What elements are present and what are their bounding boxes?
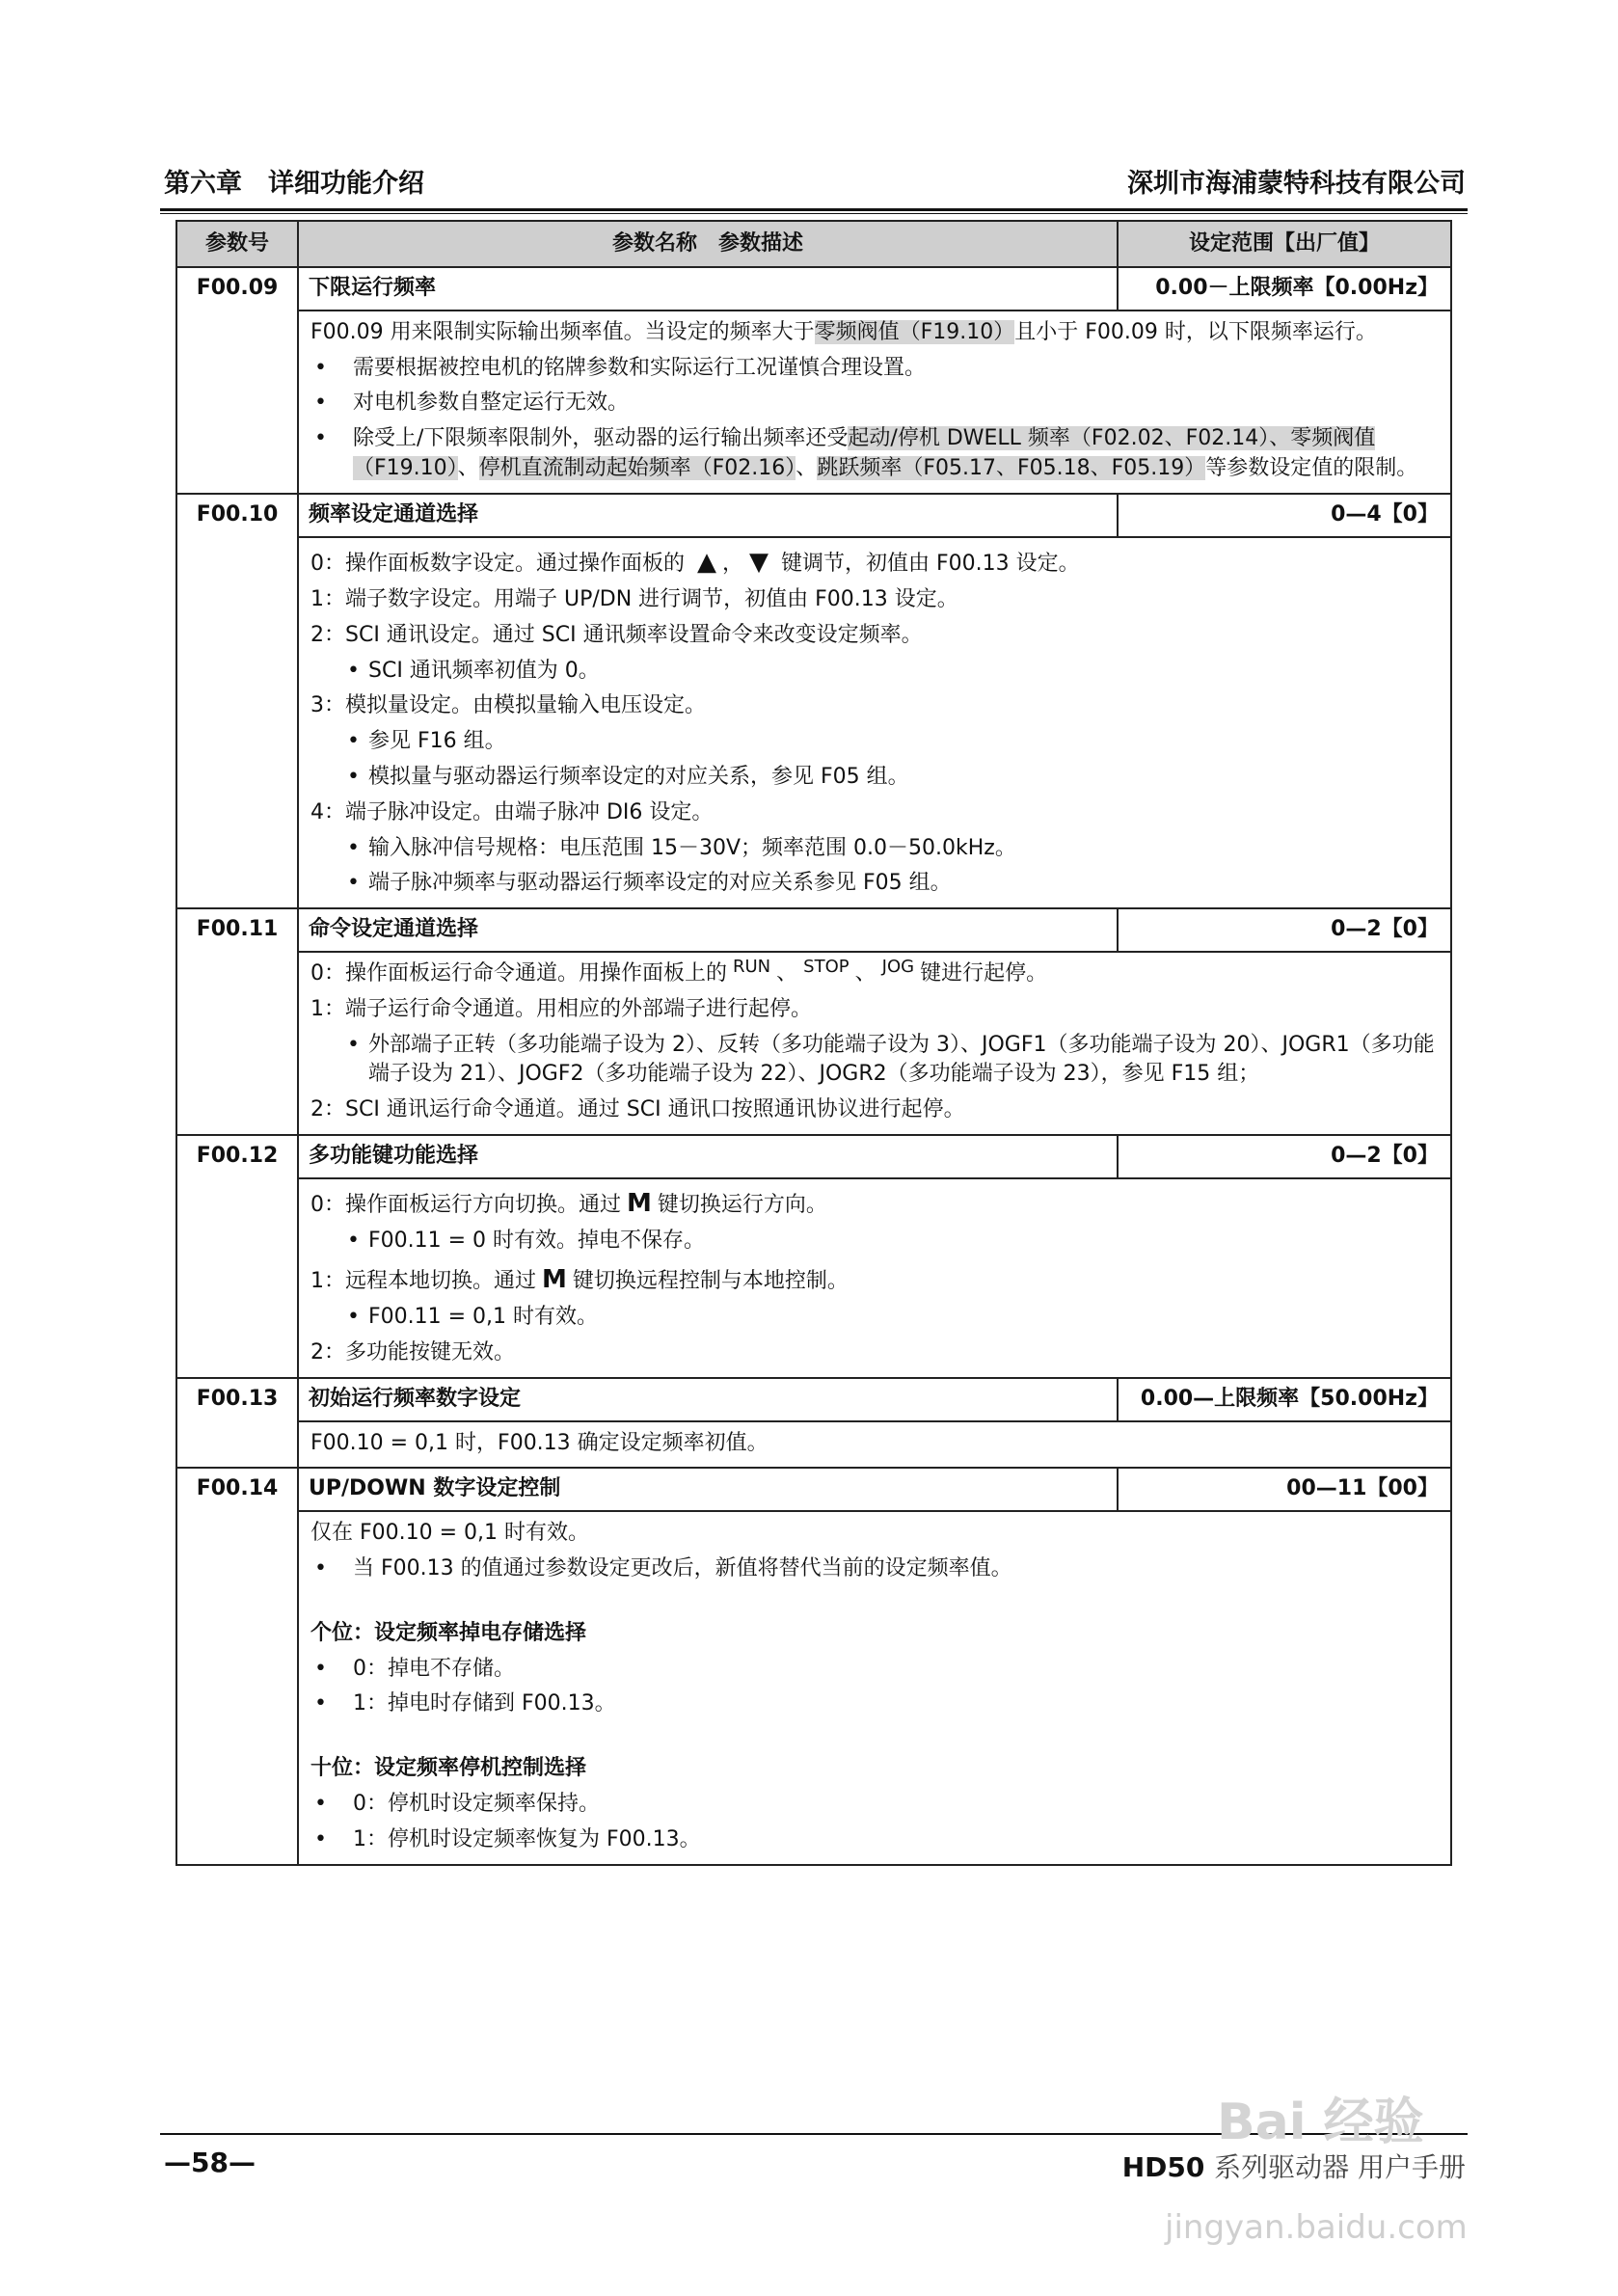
desc-text: 键调节，初值由 F00.13 设定。 [781,551,1080,576]
param-description [298,1178,1451,1378]
option-line: 4：端子脉冲设定。由端子脉冲 DI6 设定。 [310,799,714,824]
sub-bullet-item [310,654,1441,689]
bullet-text: F00.11 = 0,1 时有效。 [368,1305,599,1330]
desc-text: 键切换远程控制与本地控制。 [572,1268,849,1293]
bullet-text: 需要根据被控电机的铭牌参数和实际运行工况谨慎合理设置。 [353,355,927,380]
bullet-text: 1：掉电时存储到 F00.13。 [353,1691,616,1716]
param-description [298,537,1451,909]
desc-text: 、 [776,960,798,986]
bullet-item [310,421,1441,487]
desc-text: 等参数设定值的限制。 [1205,455,1418,480]
bullet-icon: • [314,1826,327,1851]
param-code: F00.14 [176,1468,298,1864]
option-line [310,1259,1441,1300]
sub-heading: 个位：设定频率掉电存储选择 [310,1620,587,1645]
desc-text: 0：操作面板运行命令通道。用操作面板上的 [310,960,727,986]
param-row-f00-10 [176,494,1451,537]
parameter-table [175,220,1452,1866]
bullet-text: 当 F00.13 的值通过参数设定更改后，新值将替代当前的设定频率值。 [353,1556,1012,1581]
bullet-icon: • [347,871,360,896]
param-desc-row-f00-11 [176,952,1451,1135]
bullet-icon: • [347,1229,360,1254]
param-range: 0—2【0】 [1118,1135,1451,1178]
option-line [310,957,1441,992]
option-line: 2：SCI 通讯设定。通过 SCI 通讯频率设置命令来改变设定频率。 [310,622,923,647]
watermark-url: jingyan.baidu.com [1165,2208,1468,2247]
chapter-title: 第六章 详细功能介绍 [164,169,424,199]
bullet-text [353,424,1441,484]
bullet-text: 输入脉冲信号规格：电压范围 15－30V；频率范围 0.0－50.0kHz。 [368,835,1016,860]
param-code: F00.11 [176,908,298,1135]
param-description [298,952,1451,1135]
column-header-code: 参数号 [176,221,298,267]
desc-line [310,315,1441,351]
model-name: HD50 [1121,2151,1205,2183]
param-desc-row-f00-13 [176,1421,1451,1469]
desc-text: 、 [854,960,876,986]
bullet-item [310,386,1441,421]
param-range: 0.00—上限频率【50.00Hz】 [1118,1378,1451,1421]
param-reference-highlight: 零频阀值（F19.10） [814,319,1015,344]
option-line: 3：模拟量设定。由模拟量输入电压设定。 [310,693,706,718]
param-code: F00.09 [176,267,298,494]
param-desc-row-f00-10 [176,537,1451,909]
param-code: F00.12 [176,1135,298,1378]
bullet-text: 参见 F16 组。 [368,729,506,754]
sub-heading: 十位：设定频率停机控制选择 [310,1756,587,1781]
bullet-icon: • [314,1691,327,1716]
bullet-icon: • [314,391,327,416]
param-name: 下限运行频率 [298,267,1118,311]
manual-name: 系列驱动器 用户手册 [1214,2151,1466,2183]
company-name: 深圳市海浦蒙特科技有限公司 [1127,169,1466,199]
option-line [310,1183,1441,1224]
option-line [310,542,1441,582]
param-row-f00-14 [176,1468,1451,1511]
jog-key-label: JOG [881,956,915,977]
desc-line: 仅在 F00.10 = 0,1 时有效。 [310,1521,590,1546]
page-number: —58— [164,2147,256,2178]
bullet-text: 模拟量与驱动器运行频率设定的对应关系，参见 F05 组。 [368,764,909,789]
param-desc-row-f00-14 [176,1511,1451,1864]
m-key-icon: M [542,1264,567,1294]
bullet-item [310,1787,1441,1823]
desc-text: 且小于 F00.09 时，以下限频率运行。 [1014,319,1377,344]
bullet-item [310,1823,1441,1858]
column-header-range: 设定范围【出厂值】 [1118,221,1451,267]
option-line: 1：端子运行命令通道。用相应的外部端子进行起停。 [310,996,812,1021]
bullet-icon: • [347,764,360,789]
bullet-icon: • [347,1305,360,1330]
param-reference-highlight: 起动/停机 DWELL 频率（F02.02、F02.14）、零频阀值（F19.10） [353,426,1376,480]
bullet-icon: • [314,1556,327,1581]
param-name: UP/DOWN 数字设定控制 [298,1468,1118,1511]
sub-bullet-item [310,1028,1441,1094]
bullet-text: F00.11 = 0 时有效。掉电不保存。 [368,1229,706,1254]
up-arrow-icon: ▲ [697,547,716,577]
param-range: 0.00－上限频率【0.00Hz】 [1118,267,1451,311]
bullet-item [310,1552,1441,1587]
bullet-item [310,351,1441,387]
option-line: 1：端子数字设定。用端子 UP/DN 进行调节，初值由 F00.13 设定。 [310,586,958,611]
column-header-description: 参数名称 参数描述 [298,221,1118,267]
param-name: 初始运行频率数字设定 [298,1378,1118,1421]
desc-text: 、 [457,455,479,480]
desc-text: 除受上/下限频率限制外，驱动器的运行输出频率还受 [353,426,849,451]
sub-bullet-item [310,760,1441,796]
bullet-icon: • [347,835,360,860]
bullet-text: 0：停机时设定频率保持。 [353,1792,600,1817]
bullet-item [310,1687,1441,1722]
desc-text: 键切换运行方向。 [657,1192,827,1217]
param-description [298,1511,1451,1864]
bullet-icon: • [314,1792,327,1817]
bullet-text: 1：停机时设定频率恢复为 F00.13。 [353,1826,701,1851]
run-key-label: RUN [733,956,771,977]
param-row-f00-13 [176,1378,1451,1421]
table-header-row [176,221,1451,267]
bullet-icon: • [347,1032,360,1057]
stop-key-label: STOP [803,956,849,977]
param-desc-row-f00-09 [176,311,1451,494]
param-description [298,311,1451,494]
sub-bullet-item [310,831,1441,867]
bullet-item [310,1652,1441,1688]
param-name: 多功能键功能选择 [298,1135,1118,1178]
param-range: 00—11【00】 [1118,1468,1451,1511]
bullet-icon: • [347,729,360,754]
param-row-f00-11 [176,908,1451,952]
desc-text: 、 [796,455,818,480]
param-reference-highlight: 停机直流制动起始频率（F02.16） [478,455,796,480]
option-line: 2：多功能按键无效。 [310,1340,515,1365]
option-line: 2：SCI 通讯运行命令通道。通过 SCI 通讯口按照通讯协议进行起停。 [310,1097,965,1122]
param-code: F00.13 [176,1378,298,1469]
bullet-icon: • [314,426,327,451]
bullet-text: 端子脉冲频率与驱动器运行频率设定的对应关系参见 F05 组。 [368,871,952,896]
header-rule-thin [160,213,1468,214]
param-range: 0—4【0】 [1118,494,1451,537]
bullet-text: 0：掉电不存储。 [353,1656,515,1681]
param-desc-row-f00-12 [176,1178,1451,1378]
bullet-text: SCI 通讯频率初值为 0。 [368,658,600,683]
desc-text: 0：操作面板运行方向切换。通过 [310,1192,621,1217]
watermark-logo: Bai 经验 [1217,2093,1424,2151]
sub-bullet-item [310,724,1441,760]
spacer [310,1722,1441,1751]
desc-text: 1：远程本地切换。通过 [310,1268,536,1293]
m-key-icon: M [627,1188,652,1218]
header-rule [160,208,1468,211]
param-row-f00-12 [176,1135,1451,1178]
bullet-icon: • [314,355,327,380]
param-description [298,1421,1451,1469]
sub-bullet-item [310,866,1441,902]
param-code: F00.10 [176,494,298,908]
bullet-icon: • [314,1656,327,1681]
param-range: 0—2【0】 [1118,908,1451,952]
param-reference-highlight: 跳跃频率（F05.17、F05.18、F05.19） [817,455,1206,480]
sub-bullet-item [310,1300,1441,1336]
bullet-text: 外部端子正转（多功能端子设为 2）、反转（多功能端子设为 3）、JOGF1（多功能端子设为 20）、JOGR1（多功能端子设为 21）、JOGF2（多功能端子设为 22）、JOGR2（多功能端子设为 23），参见 F15 组； [368,1032,1435,1087]
spacer [310,1587,1441,1616]
bullet-text: 对电机参数自整定运行无效。 [353,391,630,416]
desc-line: F00.10 = 0,1 时，F00.13 确定设定频率初值。 [310,1430,769,1455]
bullet-icon: • [347,658,360,683]
param-name: 频率设定通道选择 [298,494,1118,537]
sub-bullet-item [310,1224,1441,1259]
desc-text: 0：操作面板数字设定。通过操作面板的 [310,551,685,576]
param-row-f00-09 [176,267,1451,311]
desc-text: 键进行起停。 [920,960,1048,986]
down-arrow-icon: ▼ [749,547,769,577]
desc-text: F00.09 用来限制实际输出频率值。当设定的频率大于 [310,319,815,344]
param-name: 命令设定通道选择 [298,908,1118,952]
desc-text: ， [722,551,744,576]
